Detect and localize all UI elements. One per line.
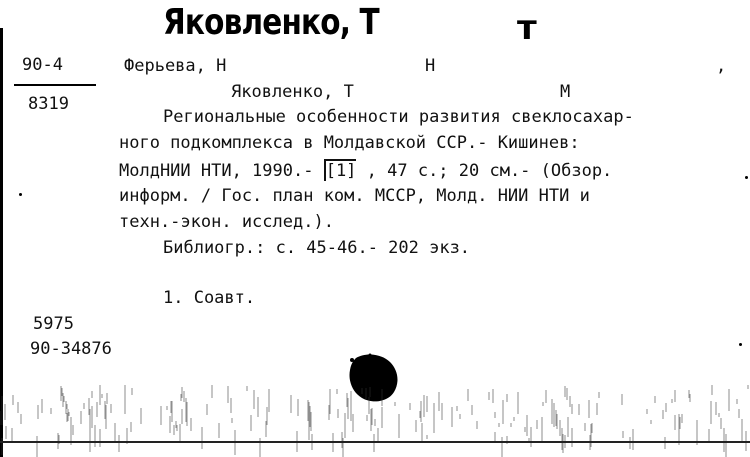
inventory-number: 5975 — [33, 314, 74, 334]
bottom-edge-line — [0, 441, 750, 443]
imprint-extent: , 47 с.; 20 см.- (Обзор. — [356, 161, 613, 181]
pages-bracket: [1] — [325, 161, 357, 181]
series-line: информ. / Гос. план ком. МССР, Молд. НИИ НТИ и — [119, 186, 590, 206]
bibliography-note: Библиогр.: с. 45-46.- 202 экз. — [163, 238, 471, 258]
author-1-comma: , — [716, 56, 727, 76]
speck — [739, 343, 742, 346]
author-1-patronymic: Н — [425, 56, 436, 76]
author-line-1: Ферьева, Н — [124, 56, 227, 76]
speck — [19, 193, 22, 196]
scan-noise — [0, 365, 750, 457]
handwritten-author: Яковленко, Т — [163, 2, 379, 43]
title-line-2: ного подкомплекса в Молдавской ССР.- Кишинев: — [119, 133, 580, 153]
registration-number: 90-34876 — [30, 339, 112, 359]
imprint-publisher: МолдНИИ НТИ, 1990.- — [119, 161, 324, 181]
call-number-bottom: 8319 — [28, 94, 69, 114]
call-number-top: 90-4 — [22, 55, 63, 75]
author-2-patronymic: М — [560, 82, 571, 102]
title-line-1: Региональные особенности развития свеклосахар- — [163, 107, 634, 127]
speck — [745, 176, 748, 179]
call-number-rule — [14, 84, 96, 86]
series-line-2: техн.-экон. исслед.). — [119, 212, 334, 232]
imprint-line — [119, 159, 612, 181]
handwritten-initial: т — [517, 8, 536, 48]
author-line-2: Яковленко, Т — [231, 82, 354, 102]
tracing: 1. Соавт. — [163, 288, 256, 308]
